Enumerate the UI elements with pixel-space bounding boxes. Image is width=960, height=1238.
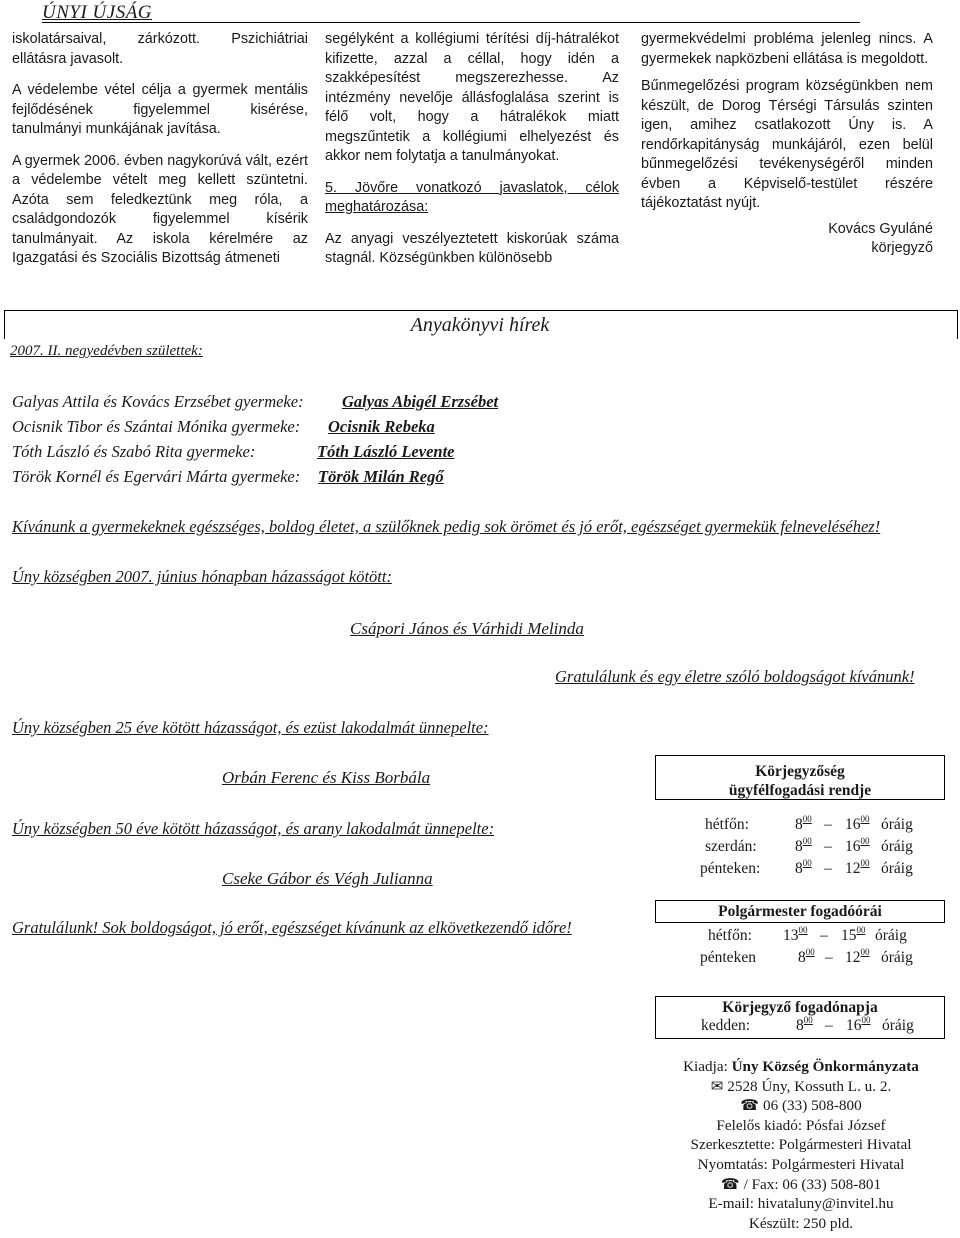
col3-paragraph-1: gyermekvédelmi probléma jelenleg nincs. A gyermekek napközbeni ellátása is megoldott.	[641, 31, 933, 67]
birth-parents: Ocisnik Tibor és Szántai Mónika gyermeke:	[12, 417, 301, 436]
hours-to-min: 00	[860, 947, 870, 957]
hours-day: pénteken	[700, 949, 756, 966]
birth-entry	[12, 392, 572, 416]
col2-paragraph-1: segélyként a kollégiumi térítési díj-hátralékot kifizette, azzal a céllal, hogy idén a szakképesítést megszerezhesse. Az intézmény nevelője állásfoglalása szerint is félő volt, hogy a hátralékok miatt megszűntetik a kollégiumi elhelyezést és akkor nem folytatja a tanulmányokat.	[325, 31, 619, 164]
gold-anniversary-heading: Úny községben 50 éve kötött házasságot, és arany lakodalmát ünnepelte:	[12, 819, 495, 838]
mayor-hours-title: Polgármester fogadóórái	[718, 903, 882, 920]
hours-suffix: óráig	[882, 1017, 914, 1034]
hours-from: 13	[783, 927, 799, 944]
office-hours-title-box	[655, 755, 945, 800]
hours-to: 16	[845, 838, 861, 855]
office-hours-row: szerdán: $8^{00}$ – $16^{00}$ óráig	[705, 836, 913, 855]
publisher-name: Úny Község Önkormányzata	[731, 1058, 919, 1075]
birth-child: Ocisnik Rebeka	[328, 417, 435, 436]
hours-from: 8	[798, 949, 806, 966]
article-column-3	[641, 30, 933, 259]
hours-from-min: 00	[805, 947, 815, 957]
gold-anniversary-couple: Cseke Gábor és Végh Julianna	[222, 869, 433, 888]
hours-suffix: óráig	[881, 949, 913, 966]
hours-from-min: 00	[798, 925, 808, 935]
hours-day: hétfőn:	[708, 927, 752, 944]
hours-suffix: óráig	[881, 838, 913, 855]
col1-paragraph-1: iskolatársaival, zárkózott. Pszichiátriai ellátásra javasolt.	[12, 31, 308, 67]
hours-from: 8	[795, 816, 803, 833]
clerk-day-box	[655, 996, 945, 1039]
marriage-wish: Gratulálunk és egy életre szóló boldogságot kívánunk!	[555, 667, 915, 686]
hours-to-min: 00	[856, 925, 866, 935]
editor: Szerkesztette: Polgármesteri Hivatal	[690, 1136, 912, 1154]
phone-line	[668, 1096, 934, 1116]
hours-from-min: 00	[802, 836, 812, 846]
hours-to: 15	[841, 927, 857, 944]
phone: 06 (33) 508-800	[763, 1097, 862, 1115]
newspaper-title: ÚNYI ÚJSÁG	[42, 2, 153, 23]
signature-name: Kovács Gyuláné	[828, 220, 933, 237]
fax: / Fax: 06 (33) 508-801	[743, 1175, 882, 1193]
hours-day: kedden:	[701, 1017, 751, 1034]
hours-to-min: 00	[861, 1015, 871, 1025]
mayor-hours-row: hétfőn: $13^{00}$ – $15^{00}$ óráig	[708, 925, 907, 944]
email: E-mail: hivataluny@invitel.hu	[708, 1195, 894, 1213]
clerk-day-title: Körjegyző fogadónapja	[722, 999, 878, 1016]
publisher-label: Kiadja:	[683, 1058, 728, 1075]
office-hours-title-line2: ügyfélfogadási rendje	[728, 782, 872, 799]
hours-day: hétfőn:	[705, 816, 749, 833]
birth-child: Török Milán Regő	[318, 467, 444, 486]
office-hours-table	[655, 812, 945, 890]
office-hours-row: pénteken: $8^{00}$ – $12^{00}$ óráig	[700, 858, 913, 877]
hours-suffix: óráig	[881, 816, 913, 833]
article-column-1	[12, 30, 308, 281]
birth-parents: Török Kornél és Egervári Márta gyermeke:	[12, 467, 301, 486]
col1-paragraph-2: A védelembe vétel célja a gyermek mentális fejlődésének figyelemmel kisérése, tanulmányi munkájának javítása.	[12, 82, 308, 137]
births-heading: 2007. II. negyedévben születtek:	[10, 343, 203, 359]
responsible-publisher: Felelős kiadó: Pósfai József	[716, 1116, 886, 1134]
birth-entry	[12, 442, 572, 466]
mayor-hours-row: pénteken $8^{00}$ – $12^{00}$ óráig	[700, 947, 913, 966]
hours-to-min: 00	[860, 836, 870, 846]
hours-from-min: 00	[803, 1015, 813, 1025]
printing: Nyomtatás: Polgármesteri Hivatal	[697, 1155, 905, 1173]
hours-to: 12	[845, 949, 861, 966]
envelope-icon: ✉	[710, 1077, 724, 1095]
hours-to-min: 00	[860, 814, 870, 824]
silver-anniversary-couple: Orbán Ferenc és Kiss Borbála	[222, 768, 431, 787]
col2-section-heading: 5. Jövőre vonatkozó javaslatok, célok meghatározása:	[325, 179, 619, 215]
col1-paragraph-3: A gyermek 2006. évben nagykorúvá vált, ezért a védelembe vételt meg kellett szüntetni. Azóta sem feledkeztünk meg róla, a családgondozók figyelemmel kísérik tanulmányait. Az iskola kérelmére az Igazgatási és Szociális Bizottság átmeneti	[12, 152, 308, 266]
birth-entry	[12, 417, 572, 441]
signature-title: körjegyző	[871, 240, 933, 256]
mayor-hours-table	[655, 927, 945, 975]
birth-parents: Tóth László és Szabó Rita gyermeke:	[12, 442, 256, 461]
office-hours-row: hétfőn: $8^{00}$ – $16^{00}$ óráig	[705, 814, 913, 833]
clerk-day-row: kedden: $8^{00}$ – $16^{00}$ óráig	[701, 1015, 914, 1034]
hours-day: szerdán:	[705, 838, 757, 855]
print-run: Készült: 250 pld.	[748, 1214, 854, 1232]
marriage-heading: Úny községben 2007. június hónapban házasságot kötött:	[12, 567, 392, 586]
hours-day: pénteken:	[700, 860, 761, 877]
section-title: Anyakönyvi hírek	[410, 314, 550, 336]
hours-to-min: 00	[860, 858, 870, 868]
address-line	[668, 1077, 934, 1097]
address: 2528 Úny, Kossuth L. u. 2.	[727, 1077, 892, 1095]
birth-entry	[12, 467, 572, 491]
birth-parents: Galyas Attila és Kovács Erzsébet gyermeke:	[12, 392, 304, 411]
hours-to: 16	[845, 816, 861, 833]
hours-to: 16	[846, 1017, 862, 1034]
births-wish: Kívánunk a gyermekeknek egészséges, boldog életet, a szülőknek pedig sok örömet és jó erőt, egészséget gyermekük felneveléséhez!	[12, 517, 881, 536]
fax-line	[668, 1175, 934, 1195]
publisher-info	[668, 1057, 934, 1233]
col2-paragraph-2: Az anyagi veszélyeztetett kiskorúak száma stagnál. Községünkben különösebb	[325, 230, 619, 266]
mayor-hours-title-box	[655, 900, 945, 923]
birth-child: Galyas Abigél Erzsébet	[342, 392, 499, 411]
hours-suffix: óráig	[881, 860, 913, 877]
marriage-couple: Csápori János és Várhidi Melinda	[350, 619, 584, 638]
phone-icon: ☎	[740, 1097, 760, 1115]
header-rule	[42, 22, 860, 23]
hours-from: 8	[796, 1017, 804, 1034]
hours-to: 12	[845, 860, 861, 877]
silver-anniversary-heading: Úny községben 25 éve kötött házasságot, és ezüst lakodalmát ünnepelte:	[12, 718, 489, 737]
hours-from-min: 00	[802, 814, 812, 824]
hours-from: 8	[795, 860, 803, 877]
office-hours-title-line1: Körjegyzőség	[755, 763, 845, 780]
publisher-line	[668, 1057, 934, 1077]
col3-paragraph-2: Bűnmegelőzési program községünkben nem készült, de Dorog Térségi Társulás szinten igen, amihez csatlakozott Úny is. A rendőrkapitányság munkájáról, ezen belül bűnmegelőzési tevékenységéről minden évben a Képviselő-testület részére tájékoztatást nyújt.	[641, 78, 933, 211]
hours-suffix: óráig	[875, 927, 907, 944]
article-column-2	[325, 30, 619, 281]
phone-icon: ☎	[720, 1175, 740, 1193]
hours-from-min: 00	[802, 858, 812, 868]
birth-child: Tóth László Levente	[317, 442, 455, 461]
hours-from: 8	[795, 838, 803, 855]
closing-wish: Gratulálunk! Sok boldogságot, jó erőt, egészséget kívánunk az elkövetkezendő időre!	[12, 918, 572, 937]
